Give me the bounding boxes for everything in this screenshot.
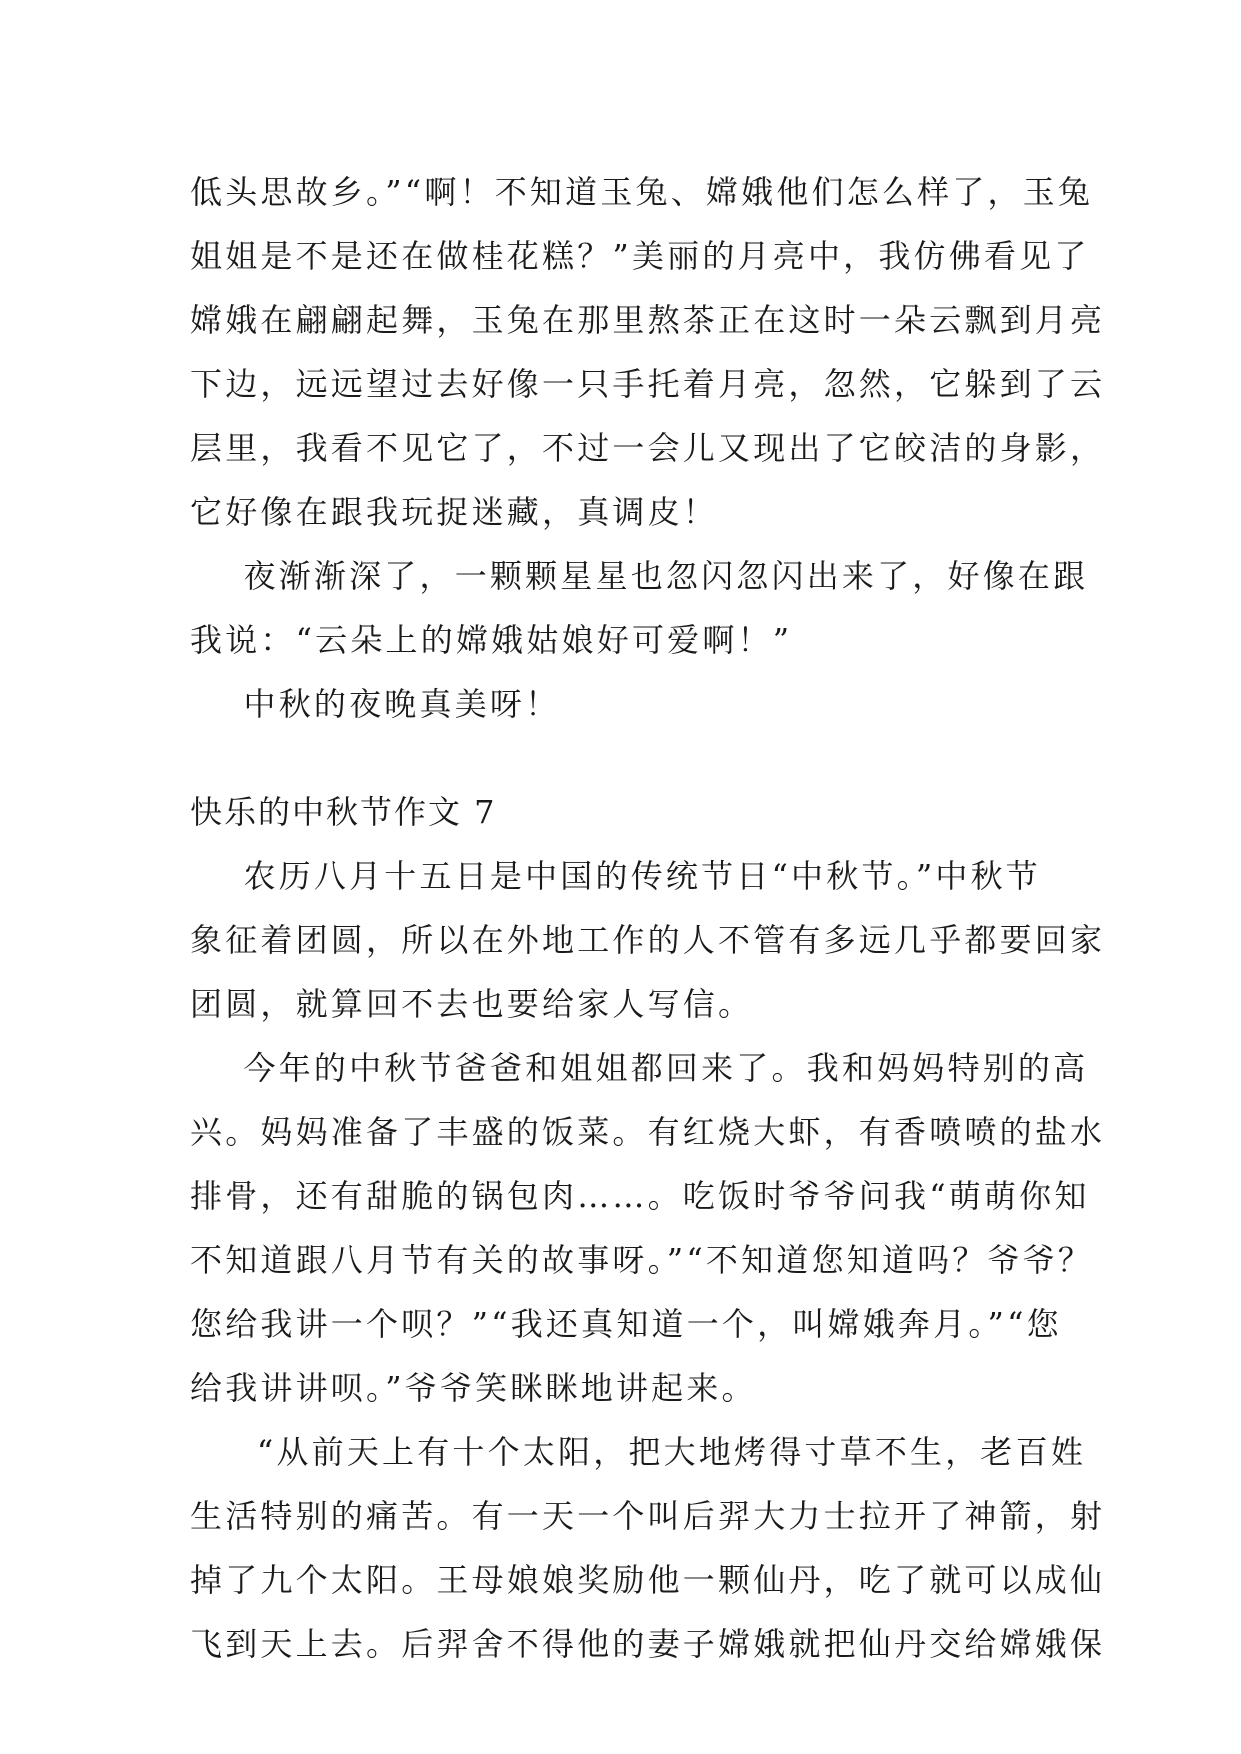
text-line: “从前天上有十个太阳，把大地烤得寸草不生，老百姓 — [190, 1433, 1087, 1471]
text-line: 农历八月十五日是中国的传统节日“中秋节。”中秋节 — [190, 857, 1042, 895]
text-line: 今年的中秋节爸爸和姐姐都回来了。我和妈妈特别的高 — [190, 1049, 1089, 1087]
text-line: 中秋的夜晚真美呀！ — [190, 685, 561, 723]
text-line: 排骨，还有甜脆的锅包肉……。吃饭时爷爷问我“萌萌你知 — [190, 1177, 1090, 1215]
text-line: 我说：“云朵上的嫦娥姑娘好可爱啊！” — [190, 621, 793, 659]
text-line: 层里，我看不见它了，不过一会儿又现出了它皎洁的身影， — [190, 429, 1106, 467]
text-line: 姐姐是不是还在做桂花糕？”美丽的月亮中，我仿佛看见了 — [190, 237, 1090, 275]
text-line: 夜渐渐深了，一颗颗星星也忽闪忽闪出来了，好像在跟 — [190, 557, 1089, 595]
text-line: 团圆，就算回不去也要给家人写信。 — [190, 985, 754, 1023]
text-line: 嫦娥在翩翩起舞，玉兔在那里熬茶正在这时一朵云飘到月亮 — [190, 301, 1106, 339]
text-line: 给我讲讲呗。”爷爷笑眯眯地讲起来。 — [190, 1369, 757, 1407]
text-line: 低头思故乡。”“啊！不知道玉兔、嫦娥他们怎么样了，玉兔 — [190, 173, 1094, 211]
text-line: 象征着团圆，所以在外地工作的人不管有多远几乎都要回家 — [190, 921, 1106, 959]
text-line: 兴。妈妈准备了丰盛的饭菜。有红烧大虾，有香喷喷的盐水 — [190, 1113, 1106, 1151]
section-gap — [190, 736, 1080, 780]
text-line: 您给我讲一个呗？”“我还真知道一个，叫嫦娥奔月。”“您 — [190, 1305, 1062, 1343]
text-line: 飞到天上去。后羿舍不得他的妻子嫦娥就把仙丹交给嫦娥保 — [190, 1625, 1106, 1663]
document-body — [190, 160, 1106, 1676]
text-line: 生活特别的痛苦。有一天一个叫后羿大力士拉开了神箭，射 — [190, 1497, 1106, 1535]
text-line: 它好像在跟我玩捉迷藏，真调皮！ — [190, 493, 719, 531]
text-line: 下边，远远望过去好像一只手托着月亮，忽然，它躲到了云 — [190, 365, 1106, 403]
text-line: 不知道跟八月节有关的故事呀。”“不知道您知道吗？爷爷？ — [190, 1241, 1094, 1279]
text-line: 掉了九个太阳。王母娘娘奖励他一颗仙丹，吃了就可以成仙 — [190, 1561, 1106, 1599]
section-title: 快乐的中秋节作文 7 — [190, 793, 497, 831]
